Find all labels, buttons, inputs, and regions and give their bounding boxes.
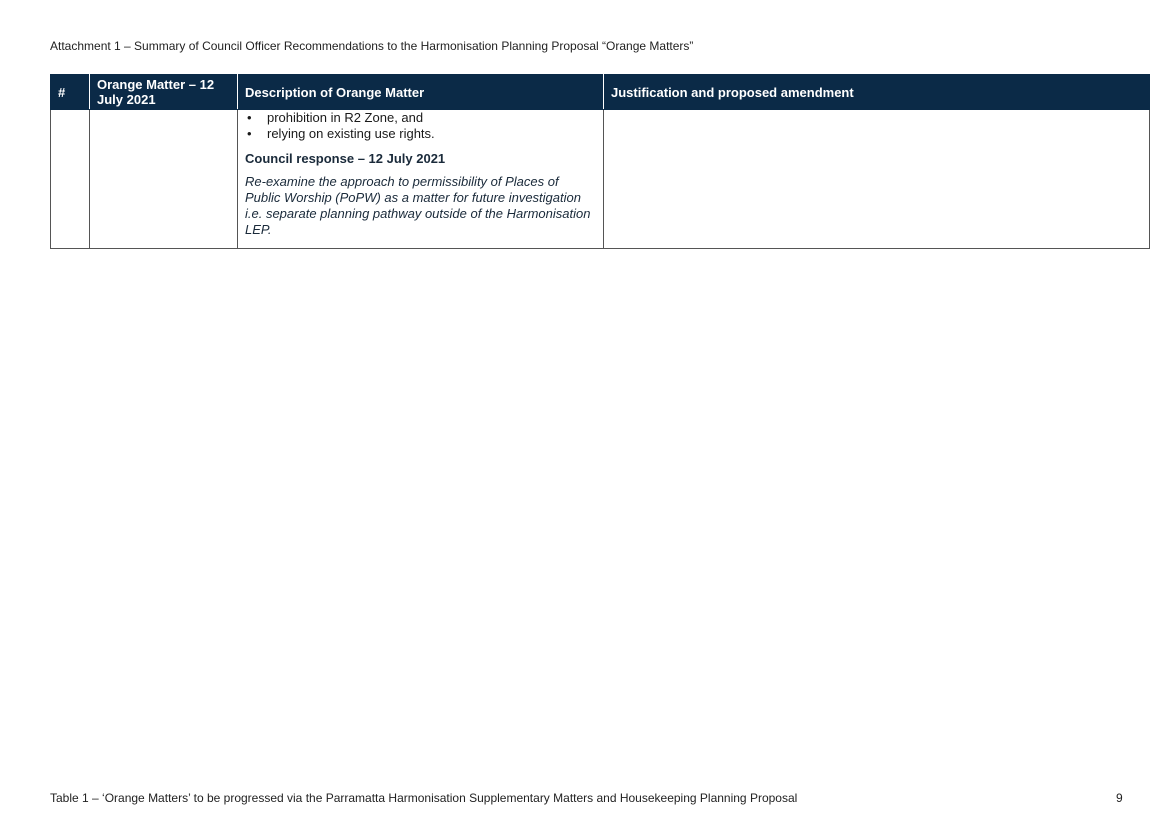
page-number: 9 bbox=[1116, 791, 1123, 805]
council-response-text: Re-examine the approach to permissibility of Places of Public Worship (PoPW) as a matter for future investigation i.e. separate planning pathway outside of the Harmonisation LEP. bbox=[245, 174, 591, 237]
column-header-justification: Justification and proposed amendment bbox=[604, 75, 1150, 110]
list-item: • relying on existing use rights. bbox=[245, 126, 596, 142]
cell-orange-matter bbox=[90, 110, 238, 249]
list-item: • prohibition in R2 Zone, and bbox=[245, 110, 596, 126]
table-header-row bbox=[51, 75, 1150, 110]
page-footer: Table 1 – ‘Orange Matters’ to be progressed via the Parramatta Harmonisation Supplementary Matters and Housekeeping Planning Proposal bbox=[50, 791, 798, 805]
column-header-description: Description of Orange Matter bbox=[238, 75, 604, 110]
cell-justification bbox=[604, 110, 1150, 249]
description-bullet-list bbox=[245, 110, 596, 142]
column-header-number: # bbox=[51, 75, 90, 110]
table-row bbox=[51, 110, 1150, 249]
council-response-heading: Council response – 12 July 2021 bbox=[245, 151, 446, 166]
cell-description bbox=[238, 110, 604, 249]
cell-number bbox=[51, 110, 90, 249]
page-header: Attachment 1 – Summary of Council Officer Recommendations to the Harmonisation Planning Proposal “Orange Matters” bbox=[50, 39, 694, 53]
orange-matters-table bbox=[50, 74, 1150, 249]
column-header-orange-matter: Orange Matter – 12 July 2021 bbox=[90, 75, 238, 110]
